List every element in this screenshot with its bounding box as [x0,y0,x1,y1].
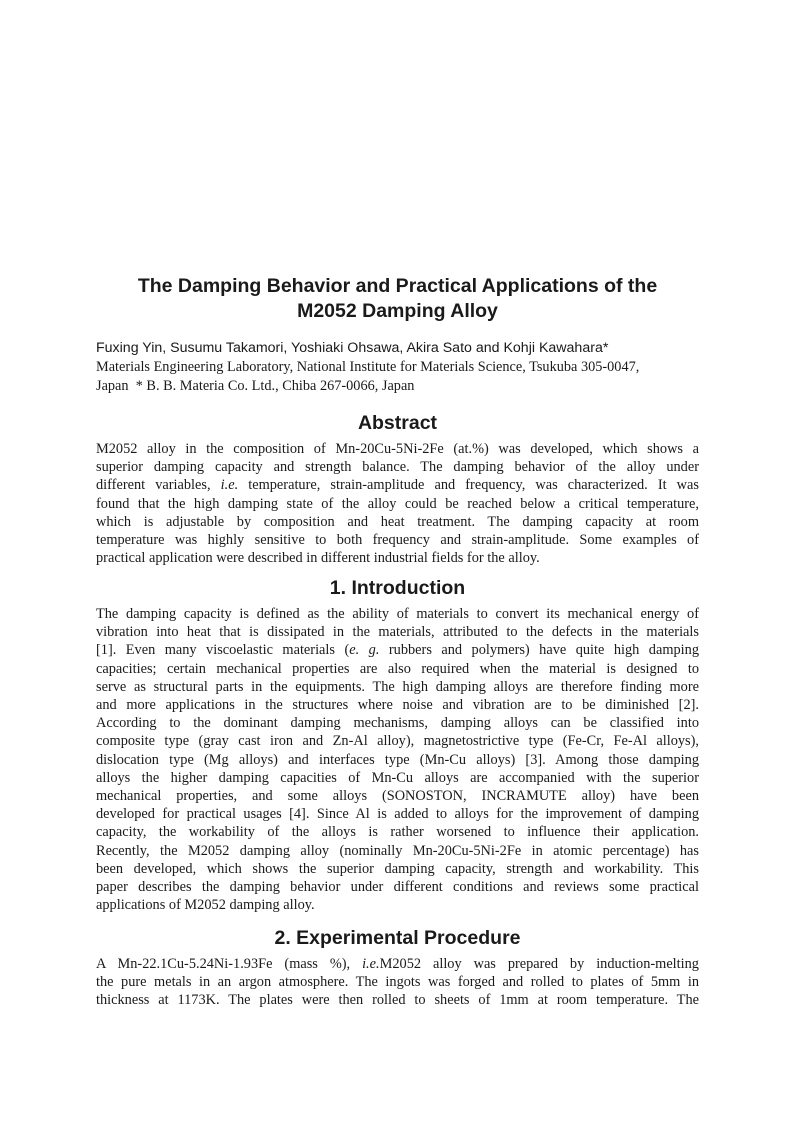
text-line: composite type (gray cast iron and Zn-Al alloy), magnetostrictive type (Fe-Cr, Fe-Al alloys), [96,733,699,750]
abstract-heading: Abstract [357,412,438,434]
affiliation-line-1: Materials Engineering Laboratory, National Institute for Materials Science, Tsukuba 305-0047, [96,359,640,375]
text-line: The damping capacity is defined as the ability of materials to convert its mechanical energy of [96,606,699,622]
text-line: serve as structural parts in the equipments. The high damping alloys are therefore finding more [96,678,699,695]
abstract-body [96,440,699,567]
text-line: thickness at 1173K. The plates were then rolled to sheets of 1mm at room temperature. The [96,992,699,1009]
text-line: developed for practical usages [4]. Since Al is added to alloys for the improvement of damping [96,806,699,823]
affiliation-line-2: Japan * B. B. Materia Co. Ltd., Chiba 267-0066, Japan [96,378,415,394]
author-list: Fuxing Yin, Susumu Takamori, Yoshiaki Ohsawa, Akira Sato and Kohji Kawahara* [96,340,609,356]
text-line: M2052 alloy in the composition of Mn-20Cu-5Ni-2Fe (at.%) was developed, which shows a [96,441,699,457]
text-line: the pure metals in an argon atmosphere. The ingots was forged and rolled to plates of 5mm in [96,974,699,991]
text-line: capacities; certain mechanical properties are also required when the material is designed to [96,660,699,677]
text-line: temperature was highly sensitive to both frequency and strain-amplitude. Some examples of [96,532,699,549]
experimental-body [96,955,699,1010]
text-line: mechanical properties, and some alloys (SONOSTON, INCRAMUTE alloy) have been [96,788,699,805]
text-line: According to the dominant damping mechanisms, damping alloys can be classified into [96,715,699,732]
text-line: A Mn-22.1Cu-5.24Ni-1.93Fe (mass %), i.e.M2052 alloy was prepared by induction-melting [96,956,699,972]
text-line: vibration into heat that is dissipated in the materials, attributed to the defects in the materials [96,624,699,641]
introduction-body [96,605,699,914]
text-line: Recently, the M2052 damping alloy (nominally Mn-20Cu-5Ni-2Fe in atomic percentage) has [96,842,699,859]
paper-title [96,274,699,324]
text-line: capacity, the workability of the alloys is rather worsened to influence their application. [96,824,699,841]
text-line: and more applications in the structures where noise and vibration are to be diminished [2]. [96,697,699,714]
experimental-heading: 2. Experimental Procedure [274,927,521,949]
text-line: dislocation type (Mg alloys) and interfaces type (Mn-Cu alloys) [3]. Among those damping [96,751,699,768]
text-line: [1]. Even many viscoelastic materials (e. g. rubbers and polymers) have quite high damping [96,642,700,659]
text-line: different variables, i.e. temperature, strain-amplitude and frequency, was characterized. It was [96,477,699,494]
introduction-heading: 1. Introduction [329,577,466,599]
text-line: paper describes the damping behavior under different conditions and reviews some practical [96,879,699,896]
text-line: alloys the higher damping capacities of Mn-Cu alloys are accompanied with the superior [96,769,699,786]
text-line: been developed, which shows the superior damping capacity, strength and workability. This [96,860,699,877]
text-line: practical application were described in different industrial fields for the alloy. [96,550,540,567]
affiliation [96,358,699,396]
title-line-2: M2052 Damping Alloy [297,300,498,322]
text-line: applications of M2052 damping alloy. [96,897,315,914]
text-line: superior damping capacity and strength balance. The damping behavior of the alloy under [96,459,699,476]
text-line: found that the high damping state of the alloy could be reached below a critical temperature, [96,495,699,512]
title-line-1: The Damping Behavior and Practical Applications of the [137,275,658,297]
text-line: which is adjustable by composition and heat treatment. The damping capacity at room [96,513,699,530]
